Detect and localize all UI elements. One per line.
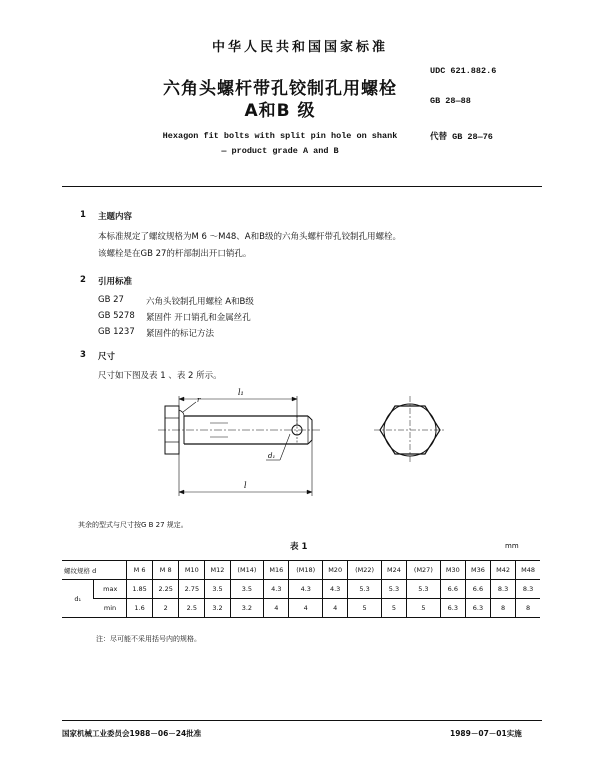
section-1-line-2: 该螺栓是在GB 27的杆部制出开口销孔。 bbox=[98, 249, 252, 259]
issuing-org: 中华人民共和国国家标准 bbox=[211, 40, 388, 55]
footer-rule bbox=[62, 720, 542, 721]
ref-3-name: 紧固件的标记方法 bbox=[146, 329, 215, 339]
ref-1-name: 六角头铰制孔用螺栓 A和B级 bbox=[146, 297, 254, 307]
table-row-max bbox=[62, 580, 540, 599]
label-l1: l₁ bbox=[238, 388, 244, 397]
value-cell: 4 bbox=[323, 599, 348, 618]
table-row-min bbox=[62, 599, 540, 618]
row-label-min: min bbox=[94, 599, 127, 618]
value-cell: 1.85 bbox=[127, 580, 153, 599]
header-label: 螺纹规格 d bbox=[62, 561, 127, 580]
label-d1: d₁ bbox=[268, 452, 276, 460]
row-symbol: d₁ bbox=[62, 580, 94, 618]
section-1-line-1: 本标准规定了螺纹规格为M 6 ～M48、A和B级的六角头螺杆带孔铰制孔用螺栓。 bbox=[98, 232, 401, 242]
ref-3-code: GB 1237 bbox=[98, 327, 135, 337]
size-cell: (M18) bbox=[289, 561, 323, 580]
size-cell: (M27) bbox=[407, 561, 441, 580]
value-cell: 2.5 bbox=[179, 599, 205, 618]
value-cell: 6.3 bbox=[465, 599, 490, 618]
value-cell: 5 bbox=[348, 599, 382, 618]
size-cell: M 6 bbox=[127, 561, 153, 580]
size-cell: M42 bbox=[491, 561, 516, 580]
value-cell: 3.5 bbox=[205, 580, 230, 599]
value-cell: 4 bbox=[289, 599, 323, 618]
section-3-title: 尺寸 bbox=[98, 352, 116, 362]
value-cell: 8.3 bbox=[491, 580, 516, 599]
size-cell: M12 bbox=[205, 561, 230, 580]
size-cell: M10 bbox=[179, 561, 205, 580]
row-label-max: max bbox=[94, 580, 127, 599]
section-1-title: 主题内容 bbox=[98, 212, 133, 222]
value-cell: 8 bbox=[516, 599, 540, 618]
size-cell: M36 bbox=[465, 561, 490, 580]
size-cell: (M14) bbox=[230, 561, 264, 580]
table-note: 注：尽可能不采用括号内的规格。 bbox=[96, 635, 201, 643]
footer-approval: 国家机械工业委员会1988－06－24批准 bbox=[62, 729, 202, 738]
value-cell: 3.2 bbox=[230, 599, 264, 618]
dimension-table bbox=[62, 560, 540, 618]
label-r: r bbox=[197, 396, 201, 404]
bolt-drawing bbox=[140, 384, 500, 514]
gb-code: GB 28—88 bbox=[430, 96, 471, 106]
section-2-number: 2 bbox=[80, 275, 86, 285]
title-cn-line1: 六角头螺杆带孔铰制孔用螺栓 bbox=[163, 79, 397, 99]
title-cn-line2: A和B 级 bbox=[244, 101, 316, 121]
value-cell: 6.6 bbox=[440, 580, 465, 599]
table-header-row bbox=[62, 561, 540, 580]
value-cell: 5 bbox=[407, 599, 441, 618]
value-cell: 3.5 bbox=[230, 580, 264, 599]
value-cell: 2 bbox=[153, 599, 179, 618]
section-3-line-1: 尺寸如下图及表 1 、表 2 所示。 bbox=[98, 371, 222, 381]
section-3-number: 3 bbox=[80, 350, 86, 360]
size-cell: M20 bbox=[323, 561, 348, 580]
section-2-title: 引用标准 bbox=[98, 277, 133, 287]
table-caption: 表 1 bbox=[290, 542, 308, 552]
table-unit: mm bbox=[505, 542, 519, 550]
size-cell: M24 bbox=[381, 561, 406, 580]
value-cell: 8.3 bbox=[516, 580, 540, 599]
title-en-line1: Hexagon fit bolts with split pin hole on shank bbox=[162, 131, 398, 141]
footer-effective: 1989－07－01实施 bbox=[450, 729, 522, 738]
drawing-note: 其余的型式与尺寸按G B 27 规定。 bbox=[78, 521, 188, 529]
value-cell: 5.3 bbox=[348, 580, 382, 599]
size-cell: M 8 bbox=[153, 561, 179, 580]
value-cell: 6.6 bbox=[465, 580, 490, 599]
label-l: l bbox=[244, 481, 247, 490]
value-cell: 6.3 bbox=[440, 599, 465, 618]
udc-code: UDC 621.882.6 bbox=[430, 66, 497, 76]
value-cell: 4.3 bbox=[323, 580, 348, 599]
size-cell: (M22) bbox=[348, 561, 382, 580]
size-cell: M30 bbox=[440, 561, 465, 580]
title-rule bbox=[62, 186, 542, 187]
value-cell: 3.2 bbox=[205, 599, 230, 618]
ref-2-name: 紧固件 开口销孔和金属丝孔 bbox=[146, 313, 251, 323]
value-cell: 5.3 bbox=[381, 580, 406, 599]
value-cell: 4.3 bbox=[289, 580, 323, 599]
size-cell: M48 bbox=[516, 561, 540, 580]
value-cell: 5.3 bbox=[407, 580, 441, 599]
replaces-code: 代替 GB 28—76 bbox=[430, 132, 493, 142]
size-cell: M16 bbox=[264, 561, 289, 580]
section-1-number: 1 bbox=[80, 210, 86, 220]
value-cell: 4 bbox=[264, 599, 289, 618]
ref-1-code: GB 27 bbox=[98, 295, 124, 305]
value-cell: 2.25 bbox=[153, 580, 179, 599]
value-cell: 5 bbox=[381, 599, 406, 618]
value-cell: 8 bbox=[491, 599, 516, 618]
ref-2-code: GB 5278 bbox=[98, 311, 135, 321]
value-cell: 4.3 bbox=[264, 580, 289, 599]
value-cell: 1.6 bbox=[127, 599, 153, 618]
value-cell: 2.75 bbox=[179, 580, 205, 599]
title-en-line2: — product grade A and B bbox=[221, 146, 339, 156]
